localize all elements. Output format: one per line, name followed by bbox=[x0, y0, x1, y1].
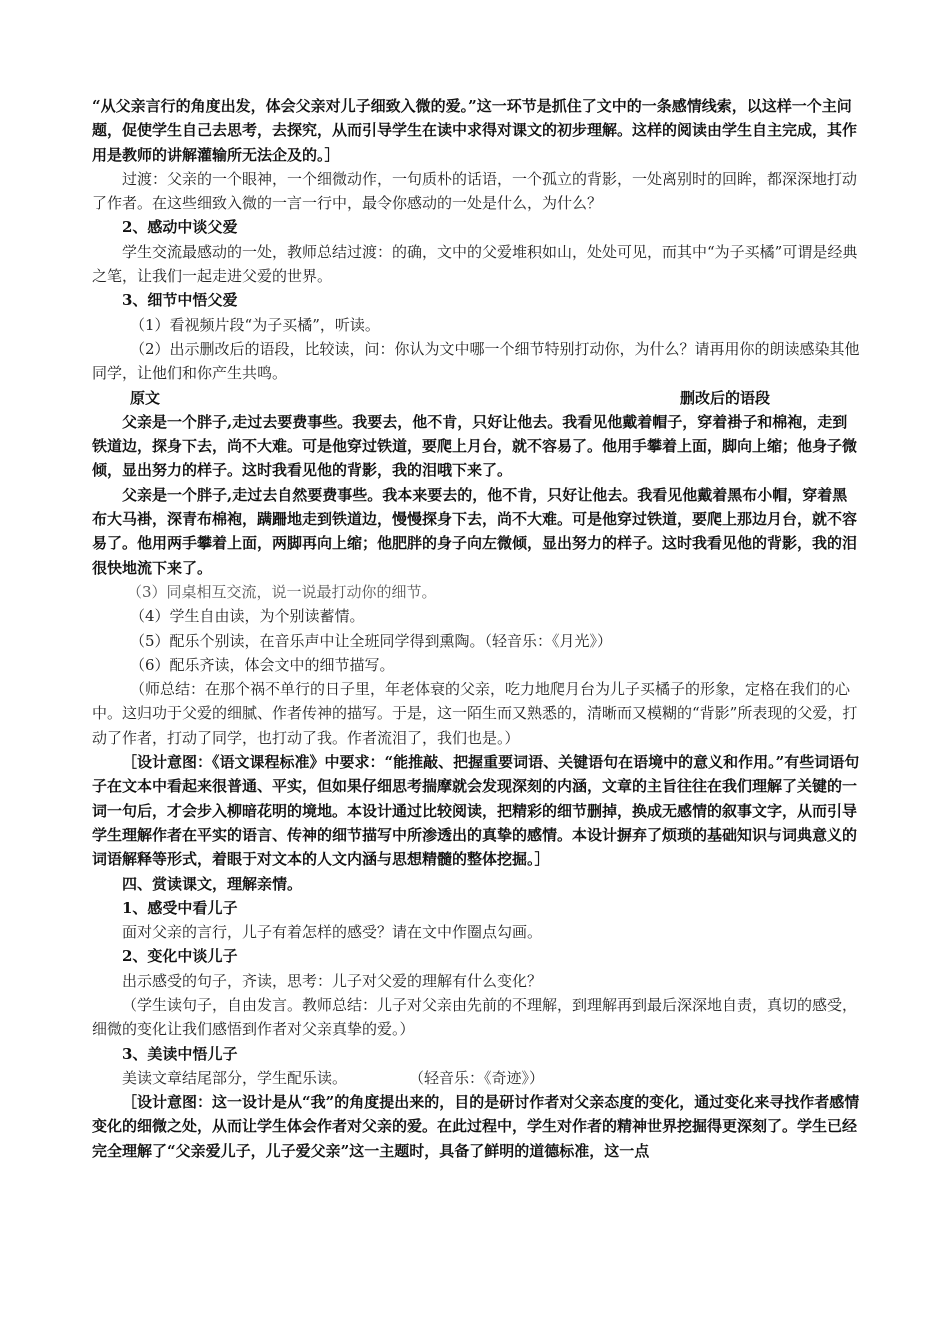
transition-paragraph: 过渡：父亲的一个眼神，一个细微动作，一句质朴的话语，一个孤立的背影，一处离别时的回眸，都深深地打动了作者。在这些细致入微的一言一行中，最令你感动的一处是什么，为什么？ bbox=[92, 169, 858, 213]
comparison-labels bbox=[92, 386, 862, 410]
read-text: 美读文章结尾部分，学生配乐读。 bbox=[122, 1068, 348, 1087]
read-music: （轻音乐：《奇迹》） bbox=[409, 1068, 545, 1087]
step-4: （4）学生自由读，为个别读蓄情。 bbox=[130, 607, 365, 626]
heading-detail: 3、细节中悟父爱 bbox=[122, 291, 238, 310]
step-6: （6）配乐齐读，体会文中的细节描写。 bbox=[130, 655, 395, 674]
change-paragraph: 出示感受的句子，齐读，思考：儿子对父爱的理解有什么变化？ bbox=[122, 971, 543, 990]
step-2-text: （2）出示删改后的语段，比较读，问：你认为文中哪一个细节特别打动你，为什么？请再用你的朗读感染其他同学，让他们和你产生共鸣。 bbox=[92, 339, 860, 383]
teacher-summary bbox=[92, 677, 862, 750]
teacher-summary-text: （师总结：在那个祸不单行的日子里，年老体衰的父亲，吃力地爬月台为儿子买橘子的形象，定格在我们的心中。这归功于父爱的细腻、作者传神的描写。于是，这一陌生而又熟悉的，清晰而又模糊的“背影”所表现的父爱，打动了作者，打动了同学，也打动了我。作者流泪了，我们也是。） bbox=[92, 680, 858, 747]
step-5: （5）配乐个别读，在音乐声中让全班同学得到熏陶。（轻音乐：《月光》） bbox=[130, 631, 613, 650]
design-intent-2: ［设计意图：这一设计是从“我”的角度提出来的，目的是研讨作者对父亲态度的变化，通过变化来寻找作者感情变化的细微之处，从而让学生体会作者对父亲的爱。在此过程中，学生对作者的精神世界挖掘得更深刻了。学生已经完全理解了“父亲爱儿子，儿子爱父亲”这一主题时，具备了鲜明的道德标准，这一点 bbox=[92, 1093, 860, 1160]
heading-read-son: 3、美读中悟儿子 bbox=[122, 1044, 238, 1063]
label-original: 原文 bbox=[130, 388, 161, 407]
change-note: （学生读句子，自由发言。教师总结：儿子对父亲由先前的不理解，到理解再到最后深深地自责，真切的感受，细微的变化让我们感悟到作者对父亲真挚的爱。） bbox=[92, 995, 858, 1039]
passage-original: 父亲是一个胖子,走过去要费事些。我要去，他不肯，只好让他去。我看见他戴着帽子，穿着褂子和棉袍，走到铁道边，探身下去，尚不大难。可是他穿过铁道，要爬上月台，就不容易了。他用手攀着上面，脚向上缩；他身子微倾，显出努力的样子。这时我看见他的背影，我的泪哦下来了。 bbox=[92, 412, 858, 480]
step-3: （3）同桌相互交流，说一说最打动你的细节。 bbox=[127, 582, 437, 601]
moved-paragraph: 学生交流最感动的一处，教师总结过渡：的确，文中的父爱堆积如山，处处可见，而其中“为子买橘”可谓是经典之笔，让我们一起走进父爱的世界。 bbox=[92, 242, 858, 286]
read-paragraph bbox=[92, 1066, 862, 1090]
heading-change-son: 2、变化中谈儿子 bbox=[122, 947, 238, 966]
design-intent-intro: “从父亲言行的角度出发，体会父亲对儿子细致入微的爱。”这一环节是抓住了文中的一条感情线索，以这样一个主问题，促使学生自己去思考，去探究，从而引导学生在读中求得对课文的初步理解。这样的阅读由学生自主完成，其作用是教师的讲解灌输所无法企及的。］ bbox=[92, 97, 858, 164]
step-1: （1）看视频片段“为子买橘”，听读。 bbox=[130, 315, 380, 334]
design-intent-1: ［设计意图：《语文课程标准》中要求：“能推敲、把握重要词语、关键语句在语境中的意义和作用。”有些词语句子在文本中看起来很普通、平实，但如果仔细思考揣摩就会发现深刻的内涵，文章的主旨往往在我们理解了关键的一词一句后，才会步入柳暗花明的境地。本设计通过比较阅读，把精彩的细节删掉，换成无感情的叙事文字，从而引导学生理解作者在平实的语言、传神的细节描写中所渗透出的真挚的感情。本设计摒弃了烦琐的基础知识与词典意义的词语解释等形式，着眼于对文本的人文内涵与思想精髓的整体挖掘。］ bbox=[92, 753, 860, 869]
passage-revised: 父亲是一个胖子,走过去自然要费事些。我本来要去的，他不肯，只好让他去。我看见他戴着黑布小帽，穿着黑布大马褂，深青布棉袍，蹒跚地走到铁道边，慢慢探身下去，尚不大难。可是他穿过铁道，要爬上那边月台，就不容易了。他用两手攀着上面，两脚再向上缩；他肥胖的身子向左微倾，显出努力的样子。这时我看见他的背影，我的泪很快地流下来了。 bbox=[92, 485, 858, 577]
step-2 bbox=[92, 337, 862, 386]
heading-moved: 2、感动中谈父爱 bbox=[122, 218, 238, 237]
label-revised: 删改后的语段 bbox=[679, 388, 770, 407]
feel-paragraph: 面对父亲的言行，儿子有着怎样的感受？请在文中作圈点勾画。 bbox=[122, 923, 543, 942]
heading-section-4: 四、赏读课文，理解亲情。 bbox=[122, 874, 303, 893]
heading-feel-son: 1、感受中看儿子 bbox=[122, 898, 238, 917]
document-page bbox=[92, 94, 862, 1163]
